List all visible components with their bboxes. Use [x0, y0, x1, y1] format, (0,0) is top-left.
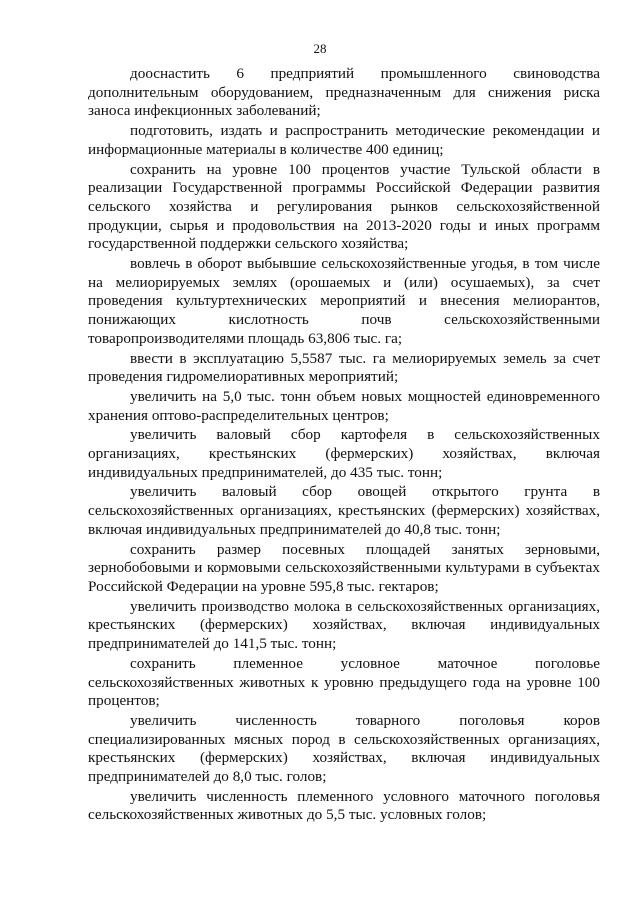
list-item: увеличить на 5,0 тыс. тонн объем новых мощностей единовременного хранения оптово-распределительных центров; [88, 387, 600, 424]
list-item: подготовить, издать и распространить методические рекомендации и информационные материалы в количестве 400 единиц; [88, 122, 600, 158]
list-item: увеличить численность племенного условного маточного поголовья сельскохозяйственных животных до 5,5 тыс. условных голов; [88, 787, 600, 824]
list-item: дооснастить 6 предприятий промышленного свиноводства дополнительным оборудованием, предназначенным для снижения риска заноса инфекционных заболеваний; [88, 65, 600, 120]
page-number: 28 [313, 41, 327, 56]
list-item: ввести в эксплуатацию 5,5587 тыс. га мелиорируемых земель за счет проведения гидромелиоративных мероприятий; [88, 349, 600, 386]
list-item: сохранить размер посевных площадей занятых зерновыми, зернобобовыми и кормовыми сельскохозяйственными культурами в субъектах Российской Федерации на уровне 595,8 тыс. гектаров; [88, 540, 600, 595]
list-item: вовлечь в оборот выбывшие сельскохозяйственные угодья, в том числе на мелиорируемых землях (орошаемых и (или) осушаемых), за счет проведения культуртехнических мероприятий и внесения мелиорантов, понижающих кислотность почв сельскохозяйственными товаропроизводителями площадь 63,806 тыс. га; [88, 255, 600, 347]
list-item: увеличить валовый сбор овощей открытого грунта в сельскохозяйственных организациях, крестьянских (фермерских) хозяйствах, включая индивидуальных предпринимателей до 40,8 тыс. тонн; [88, 483, 600, 538]
list-item: увеличить валовый сбор картофеля в сельскохозяйственных организациях, крестьянских (фермерских) хозяйствах, включая индивидуальных предпринимателей, до 435 тыс. тонн; [88, 426, 600, 481]
list-item: увеличить производство молока в сельскохозяйственных организациях, крестьянских (фермерских) хозяйствах, включая индивидуальных предпринимателей до 141,5 тыс. тонн; [88, 597, 600, 653]
list-item: сохранить на уровне 100 процентов участие Тульской области в реализации Государственной программы Российской Федерации развития сельского хозяйства и регулирования рынков сельскохозяйственной продукции, сырья и продовольствия на 2013-2020 годы и иных программ государственной поддержки сельского хозяйства; [88, 160, 600, 253]
list-item: увеличить численность товарного поголовья коров специализированных мясных пород в сельскохозяйственных организациях, крестьянских (фермерских) хозяйствах, включая индивидуальных предпринимателей до 8,0 тыс. голов; [88, 711, 600, 786]
list-item: сохранить племенное условное маточное поголовье сельскохозяйственных животных к уровню предыдущего года на уровне 100 процентов; [88, 654, 600, 710]
